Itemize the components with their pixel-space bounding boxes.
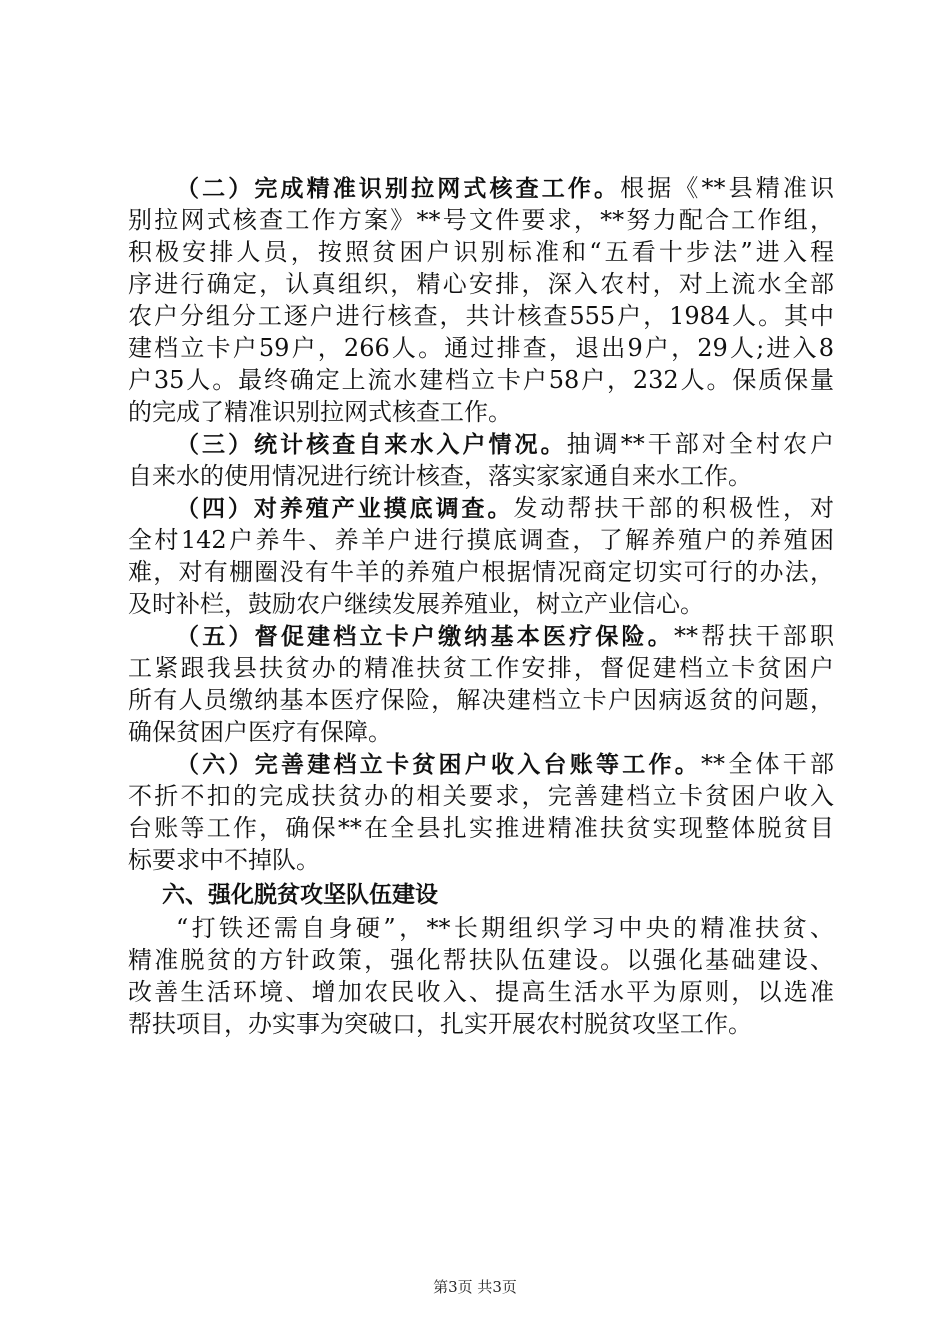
- paragraph-line: 确保贫困户医疗有保障。: [128, 718, 392, 746]
- paragraph-line: 序进行确定，认真组织，精心安排，深入农村，对上流水全部: [128, 270, 834, 298]
- paragraph-line: 积极安排人员，按照贫困户识别标准和“五看十步法”进入程: [128, 238, 834, 266]
- paragraph-line: 建档立卡户59户，266人。通过排查，退出9户，29人;进入8: [128, 334, 834, 362]
- paragraph-line: 帮扶项目，办实事为突破口，扎实开展农村脱贫攻坚工作。: [128, 1010, 752, 1038]
- paragraph-line: 台账等工作，确保**在全县扎实推进精准扶贫实现整体脱贫目: [128, 814, 834, 842]
- section-6-heading: [128, 876, 834, 912]
- paragraph-line: 的完成了精准识别拉网式核查工作。: [128, 398, 512, 426]
- paragraph-line: 改善生活环境、增加农民收入、提高生活水平为原则，以选准: [128, 978, 834, 1006]
- paragraph-3-line-1: [128, 428, 834, 460]
- paragraph-line: 所有人员缴纳基本医疗保险，解决建档立卡户因病返贫的问题，: [128, 686, 834, 714]
- paragraph-line: 不折不扣的完成扶贫办的相关要求，完善建档立卡贫困户收入: [128, 782, 834, 810]
- paragraph-5-heading: （五）督促建档立卡户缴纳基本医疗保险。: [176, 624, 674, 650]
- paragraph-2-line-1: [128, 172, 834, 204]
- paragraph-line: 难，对有棚圈没有牛羊的养殖户根据情况商定切实可行的办法，: [128, 558, 834, 586]
- paragraph-line: 别拉网式核查工作方案》**号文件要求，**努力配合工作组，: [128, 206, 834, 234]
- paragraph-line: 全村142户养牛、养羊户进行摸底调查，了解养殖户的养殖困: [128, 526, 834, 554]
- paragraph-6-line-1: [128, 748, 834, 780]
- page-footer: 第3页 共3页: [433, 1278, 517, 1296]
- paragraph-4-line-1: [128, 492, 834, 524]
- paragraph-6-text: **全体干部: [701, 750, 834, 778]
- paragraph-line: 及时补栏，鼓励农户继续发展养殖业，树立产业信心。: [128, 590, 704, 618]
- paragraph-line: “打铁还需自身硬”，**长期组织学习中央的精准扶贫、: [176, 914, 834, 942]
- document-body: [128, 172, 834, 1040]
- paragraph-3-text: 抽调**干部对全村农户: [566, 430, 834, 458]
- paragraph-line: 自来水的使用情况进行统计核查，落实家家通自来水工作。: [128, 462, 752, 490]
- paragraph-6-heading: （六）完善建档立卡贫困户收入台账等工作。: [176, 752, 701, 778]
- section-6-title: 六、强化脱贫攻坚队伍建设: [162, 882, 438, 908]
- paragraph-line: 工紧跟我县扶贫办的精准扶贫工作安排，督促建档立卡贫困户: [128, 654, 834, 682]
- paragraph-4-text: 发动帮扶干部的积极性，对: [513, 494, 834, 522]
- paragraph-4-heading: （四）对养殖产业摸底调查。: [176, 496, 514, 522]
- paragraph-2-text: 根据《**县精准识: [620, 174, 834, 202]
- paragraph-line: 精准脱贫的方针政策，强化帮扶队伍建设。以强化基础建设、: [128, 946, 834, 974]
- paragraph-3-heading: （三）统计核查自来水入户情况。: [176, 432, 567, 458]
- paragraph-2-heading: （二）完成精准识别拉网式核查工作。: [176, 176, 621, 202]
- paragraph-5-text: **帮扶干部职: [673, 622, 834, 650]
- paragraph-line: 户35人。最终确定上流水建档立卡户58户，232人。保质保量: [128, 366, 834, 394]
- paragraph-line: 农户分组分工逐户进行核查，共计核查555户，1984人。其中: [128, 302, 834, 330]
- paragraph-line: 标要求中不掉队。: [128, 846, 320, 874]
- paragraph-5-line-1: [128, 620, 834, 652]
